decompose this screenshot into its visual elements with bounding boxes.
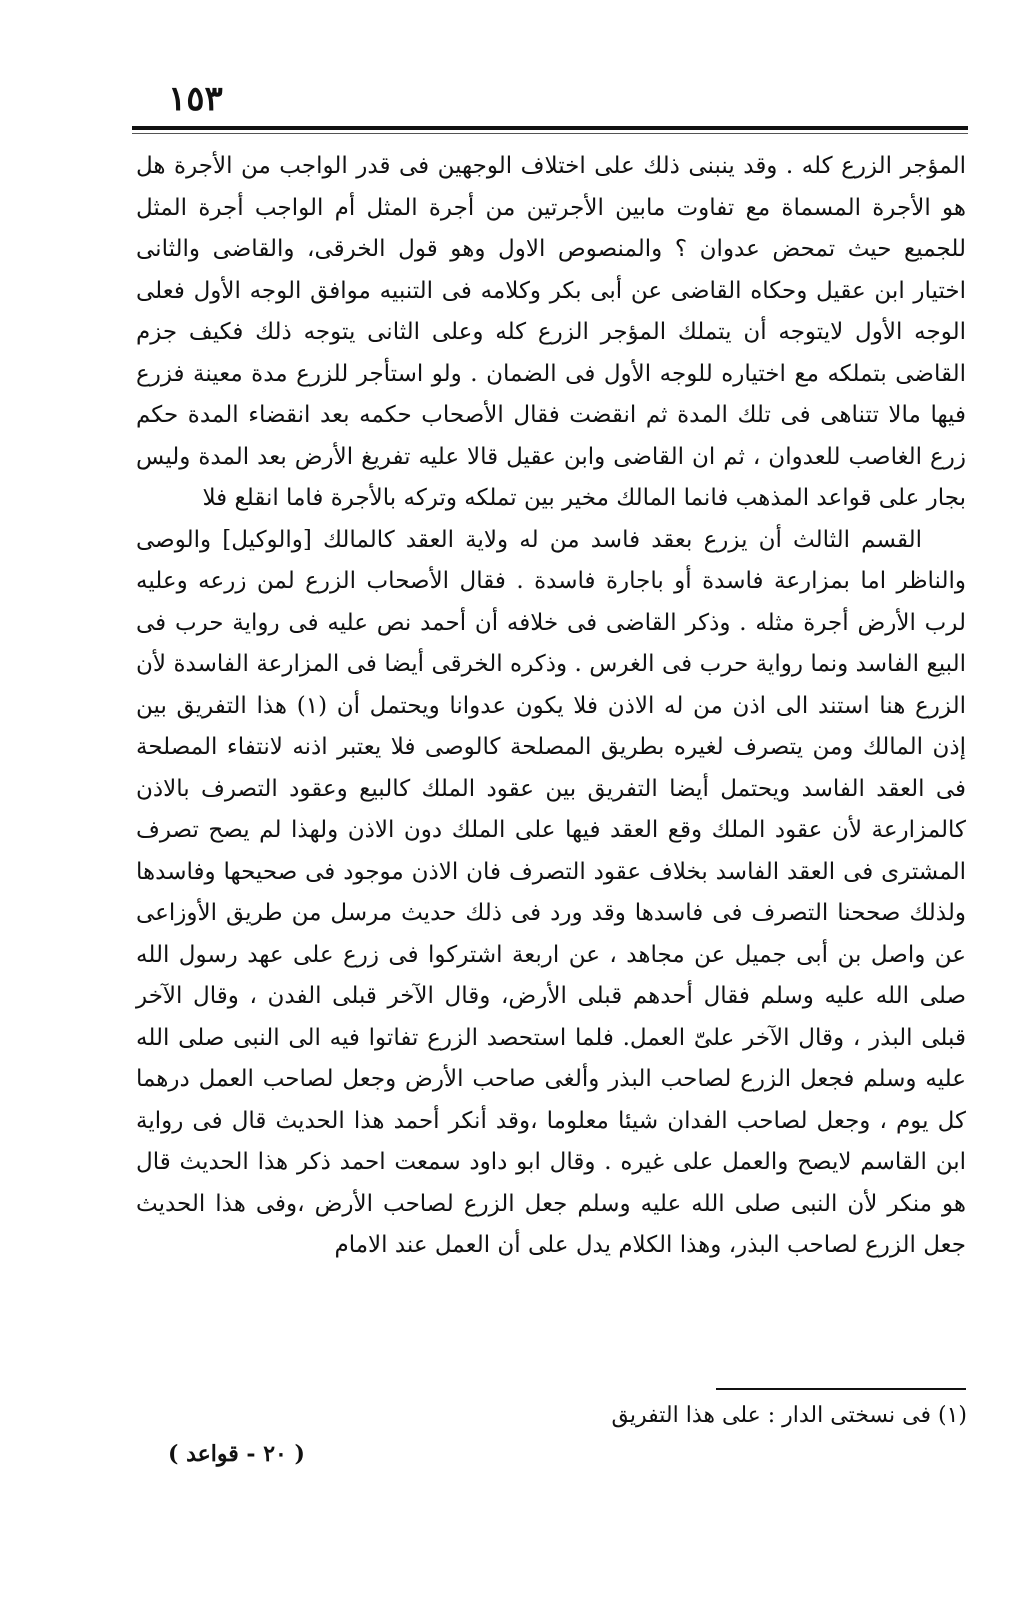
footnote: (١) فى نسختى الدار : على هذا التفريق [611, 1403, 967, 1428]
header-rule [132, 126, 968, 130]
signature-mark: ( ٢٠ - قواعد ) [168, 1441, 305, 1467]
paragraph-1: المؤجر الزرع كله . وقد ينبنى ذلك على اختلاف الوجهين فى قدر الواجب من الأجرة هل هو الأجرة المسماة مع تفاوت مابين الأجرتين من أجرة المثل أم الواجب أجرة المثل للجميع حيث تمحض عدوان ؟ والمنصوص الاول وهو قول الخرقى، والقاضى والثانى اختيار ابن عقيل وحكاه القاضى عن أبى بكر وكلامه فى التنبيه موافق الوجه الأول فعلى الوجه الأول لايتوجه أن يتملك المؤجر الزرع كله وعلى الثانى يتوجه ذلك فكيف جزم القاضى بتملكه مع اختياره للوجه الأول فى الضمان . ولو استأجر للزرع مدة معينة فزرع فيها مالا تتناهى فى تلك المدة ثم انقضت فقال الأصحاب حكمه بعد انقضاء المدة حكم زرع الغاصب للعدوان ، ثم ان القاضى وابن عقيل قالا عليه تفريغ الأرض بعد المدة وليس بجار على قواعد المذهب فانما المالك مخير بين تملكه وتركه بالأجرة فاما انقلع فلا [136, 153, 966, 511]
page-number: ١٥٣ [168, 79, 223, 119]
footnote-rule [716, 1388, 966, 1390]
paragraph-2: القسم الثالث أن يزرع بعقد فاسد من له ولاية العقد كالمالك [والوكيل] والوصى والناظر اما بمزارعة فاسدة أو باجارة فاسدة . فقال الأصحاب الزرع لمن زرعه وعليه لرب الأرض أجرة مثله . وذكر القاضى فى خلافه أن أحمد نص عليه فى رواية حرب فى البيع الفاسد ونما رواية حرب فى الغرس . وذكره الخرقى أيضا فى المزارعة الفاسدة لأن الزرع هنا استند الى اذن من له الاذن فلا يكون عدوانا ويحتمل أن (١) هذا التفريق بين إذن المالك ومن يتصرف لغيره بطريق المصلحة كالوصى فلا يعتبر اذنه لانتفاء المصلحة فى العقد الفاسد ويحتمل أيضا التفريق بين عقود الملك كالبيع وعقود التصرف بالاذن كالمزارعة لأن عقود الملك وقع العقد فيها على الملك دون الاذن ولهذا لم يصح تصرف المشترى فى العقد الفاسد بخلاف عقود التصرف فان الاذن موجود فى صحيحها وفاسدها ولذلك صححنا التصرف فى فاسدها وقد ورد فى ذلك حديث مرسل من طريق الأوزاعى عن واصل بن أبى جميل عن مجاهد ، عن اربعة اشتركوا فى زرع على عهد رسول الله صلى الله عليه وسلم فقال أحدهم قبلى الأرض، وقال الآخر قبلى الفدن ، وقال الآخر قبلى البذر ، وقال الآخر علىّ العمل. فلما استحصد الزرع تفاتوا فيه الى النبى صلى الله عليه وسلم فجعل الزرع لصاحب البذر وألغى صاحب الأرض وجعل لصاحب العمل درهما كل يوم ، وجعل لصاحب الفدان شيئا معلوما ،وقد أنكر أحمد هذا الحديث قال فى رواية ابن القاسم لايصح والعمل على غيره . وقال ابو داود سمعت احمد ذكر هذا الحديث قال هو منكر لأن النبى صلى الله عليه وسلم جعل الزرع لصاحب الأرض ،وفى هذا الحديث جعل الزرع لصاحب البذر، وهذا الكلام يدل على أن العمل عند الامام [136, 526, 966, 1258]
header-rule-thin [132, 133, 968, 134]
body-text [136, 146, 966, 1267]
